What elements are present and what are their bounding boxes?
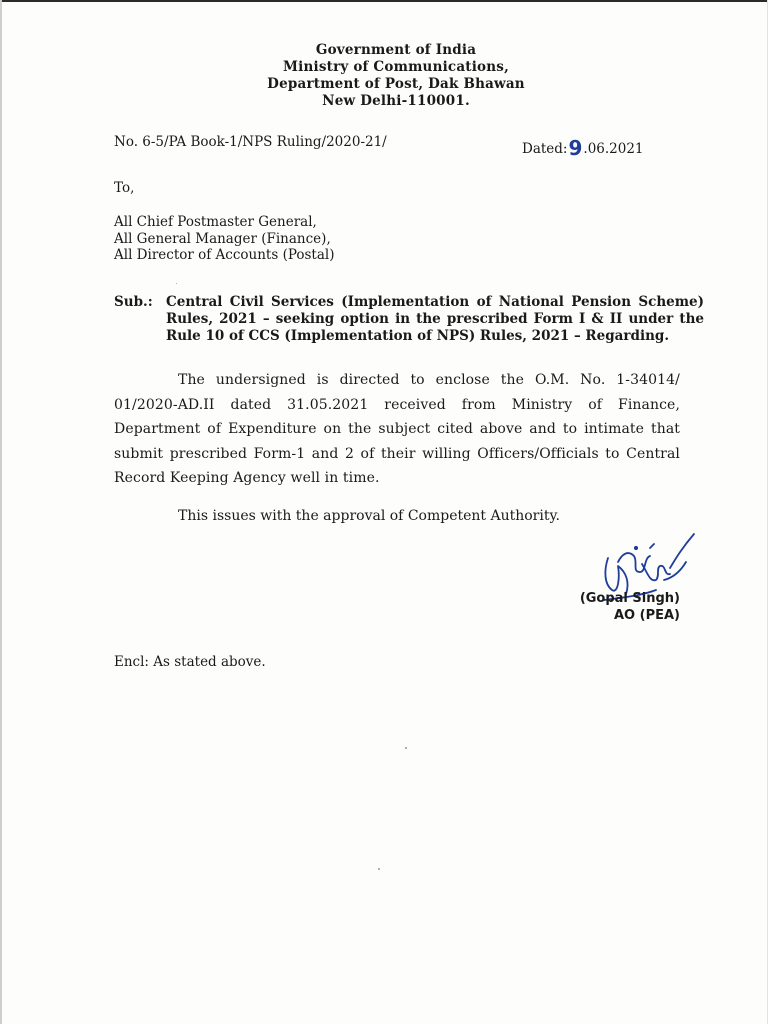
recipient-list [114,214,334,264]
subject-text: Central Civil Services (Implementation of National Pension Scheme) Rules, 2021 – seeking option in the prescribed Form I & II under the Rule 10 of CCS (Implementation of NPS) Rules, 2021 – Regarding. [166,294,704,344]
body-paragraph: The undersigned is directed to enclose the O.M. No. 1-34014/ 01/2020-AD.II dated 31.05.2021 received from Ministry of Finance, Department of Expenditure on the subject cited above and to intimate that submit prescribed Form-1 and 2 of their willing Officers/Officials to Central Record Keeping Agency well in time. [114,372,680,486]
letterhead-department: Department of Post, Dak Bhawan [267,76,525,92]
reference-number: No. 6-5/PA Book-1/NPS Ruling/2020-21/ [114,134,387,150]
date-rest: .06.2021 [583,141,644,157]
enclosure-note: Encl: As stated above. [114,654,266,670]
reference-date [522,134,644,158]
scan-edge-top [0,0,768,2]
signatory-name: (Gopal Singh) [579,591,680,606]
approval-line: This issues with the approval of Competent Authority. [178,508,560,524]
salutation-to: To, [114,180,135,196]
letterhead-government: Government of India [315,42,477,58]
date-label: Dated: [522,141,568,157]
scan-speck [176,283,177,284]
recipient-item: All Director of Accounts (Postal) [114,247,335,263]
scan-edge-left [0,0,2,1024]
signatory-designation: AO (PEA) [614,608,680,623]
scan-speck [378,868,380,870]
recipient-item: All Chief Postmaster General, [114,214,317,230]
letterhead-address: New Delhi-110001. [322,93,470,109]
subject-block [114,294,704,345]
signatory-block [580,590,680,624]
letterhead [0,42,768,110]
date-day-handwritten: 9 [568,136,583,160]
scan-speck [405,747,407,749]
recipient-item: All General Manager (Finance), [114,230,331,247]
letterhead-ministry: Ministry of Communications, [283,59,509,75]
subject-label: Sub.: [114,294,153,310]
